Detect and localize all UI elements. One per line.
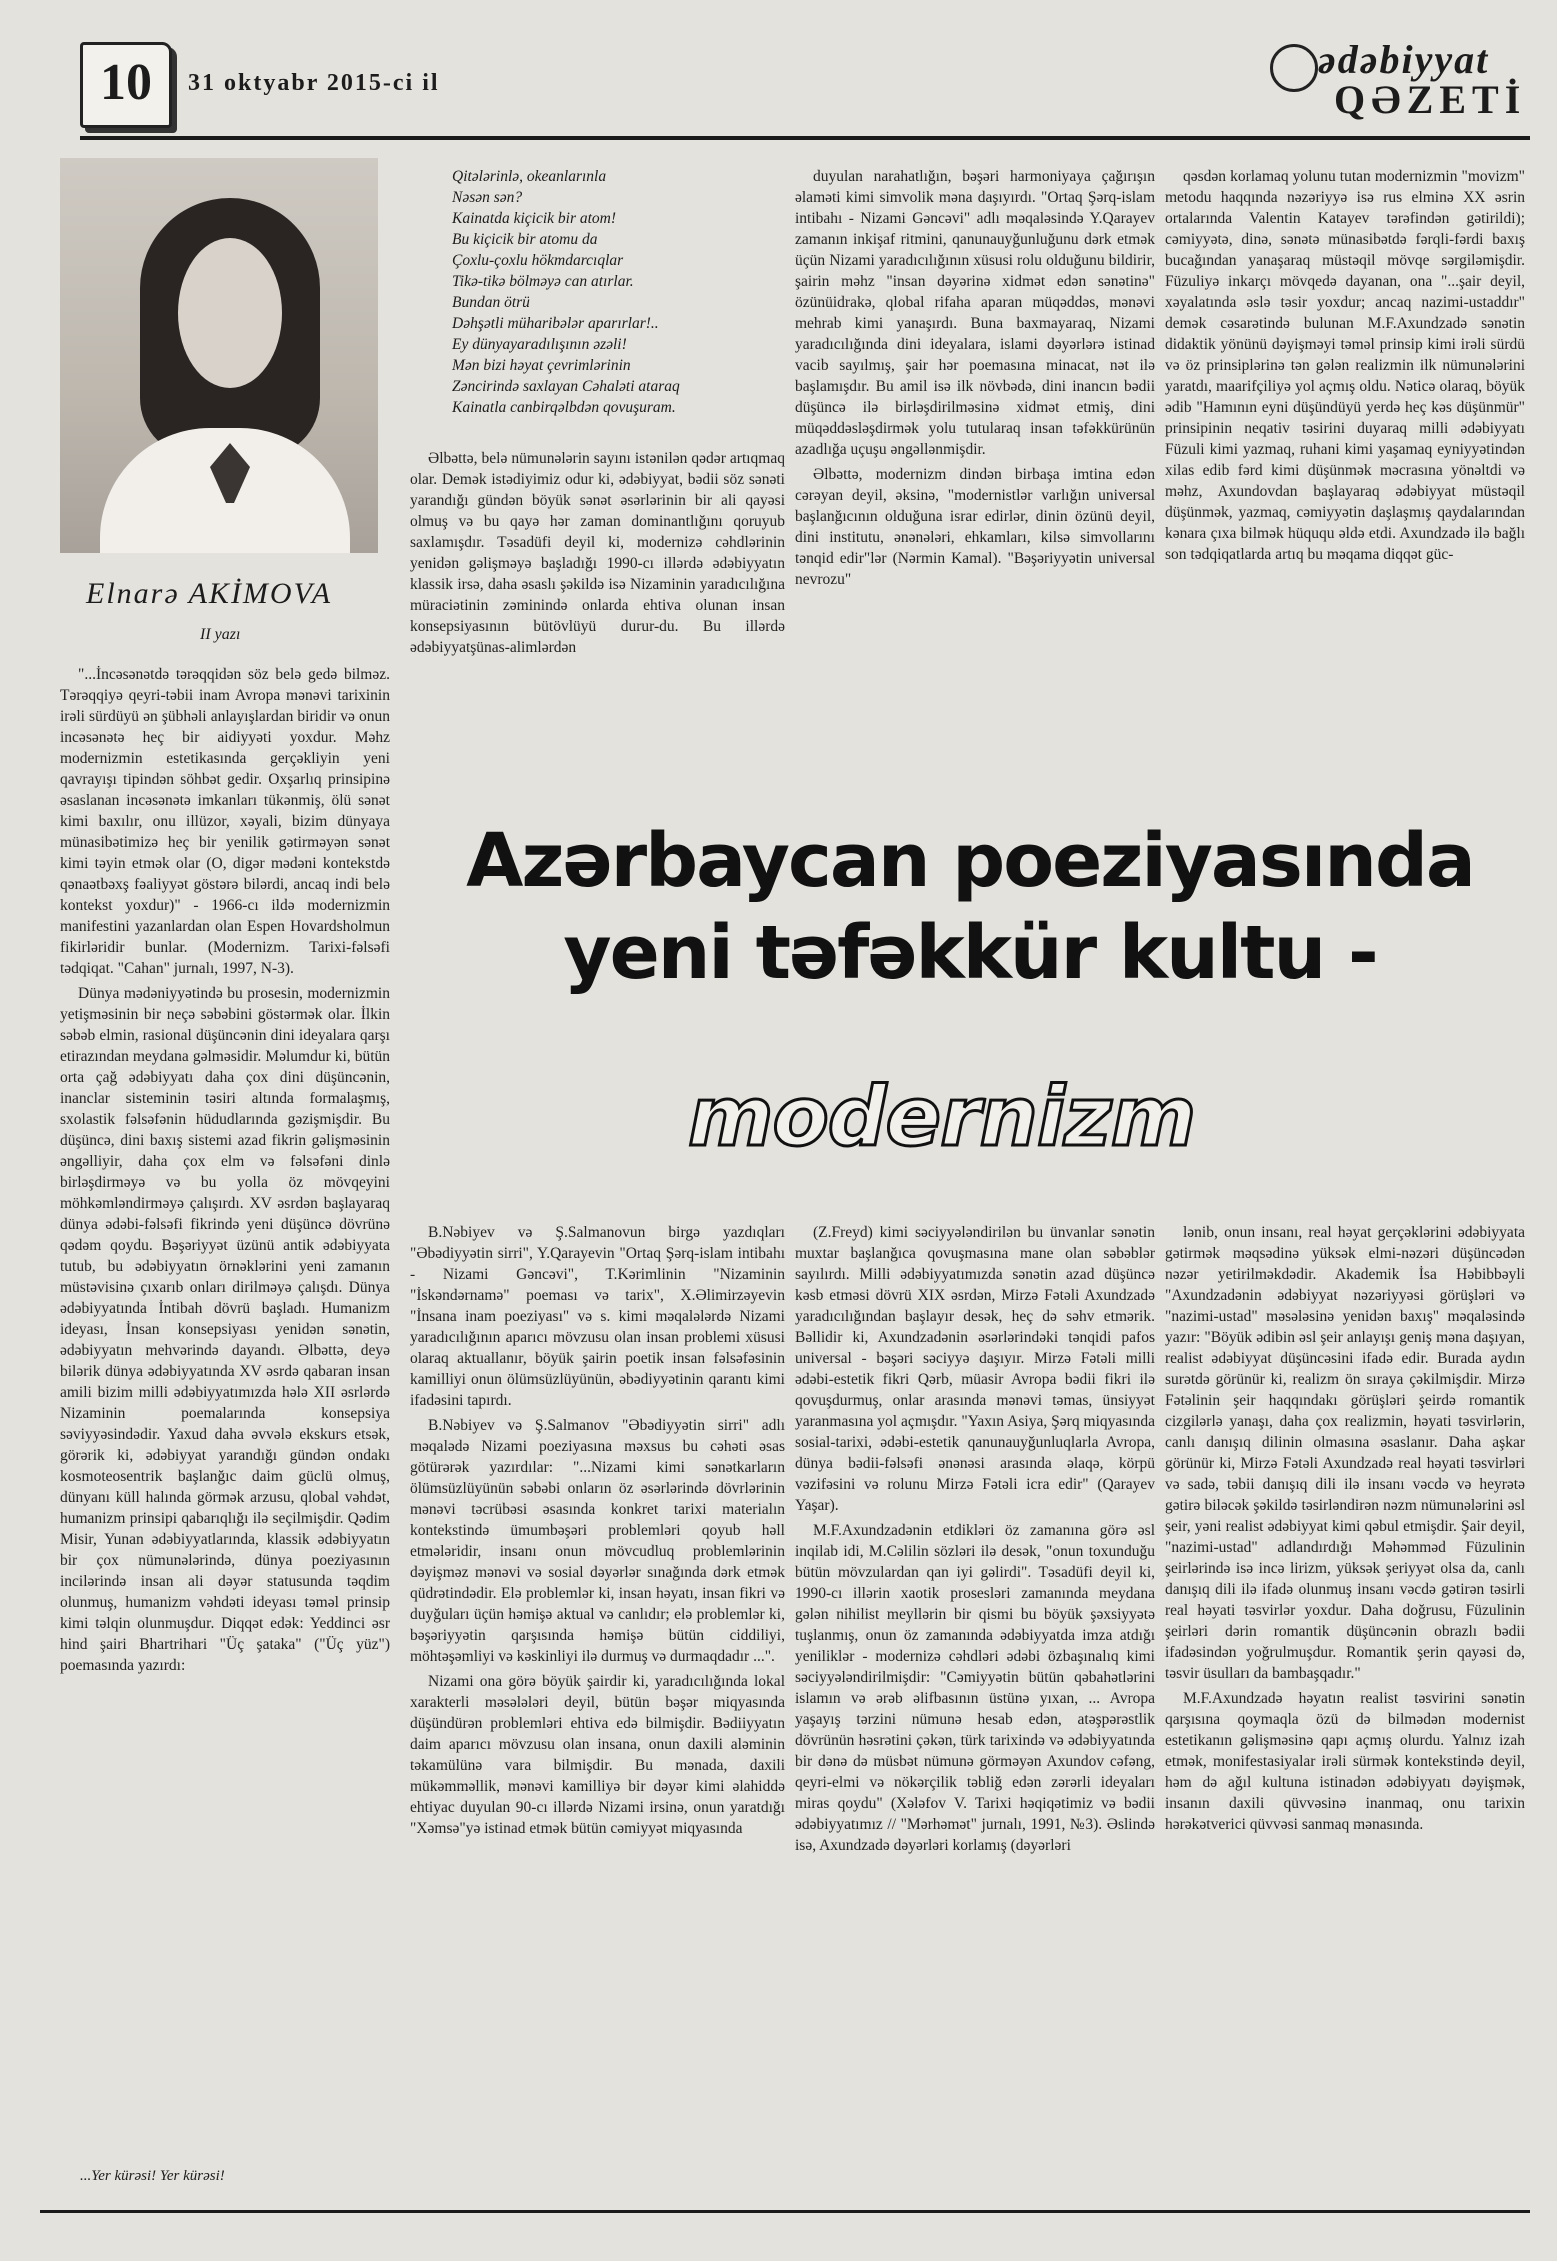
column-4-top bbox=[1165, 166, 1525, 806]
paragraph: B.Nəbiyev və Ş.Salmanov "Əbədiyyətin sirri" adlı məqalədə Nizami poeziyasına məxsus bu cəhəti əsas götürərək yazırdılar: "...Nizami kimi sənətkarların ölümsüzlüyünün səbəbi onların öz əsərlərində dövrlərinin mənəvi təcrübəsi əsasında konkret tarixi materialın kontekstində ümumbəşəri problemləri qoyub həll etmələridir, insanı onun mövcudluq problemlərinin dəyişməz mənəvi və sosial dəyərlər sınağında dərk etmək qüdrətindədir. Elə problemlər ki, insan həyatı, insan fikri və duyğuları üçün həmişə aktual və canlıdır; elə problemlər ki, bəşəriyyətin qarşısında həmişə bütün ciddiliyi, möhtəşəmliyi və kəskinliyi ilə durmuş və durmaqdadır ...". bbox=[410, 1417, 785, 1665]
paragraph: M.F.Axundzadə həyatın realist təsvirini sənətin qarşısına qoymaqla özü də bilmədən modernist estetikanın gəlişməsinə qapı açmış olurdu. Yalnız izah etmək, monifestasiyalar irəli sürmək kontekstində deyil, həm də ağıl kultuna istinadən ədəbiyyatı dəyişmək, insanın daxili qüvvəsinə inanmaq, onu tarixin hərəkətverici qüvvəsi sanmaq mənasında. bbox=[1165, 1690, 1525, 1833]
paragraph: lənib, onun insanı, real həyat gerçəklərini ədəbiyyata gətirmək məqsədinə yüksək elmi-nəzəri düşüncədən nəzər yetirilməkdədir. Akademik İsa Həbibbəyli "Axundzadənin ədəbiyyat nəzəriyyəsi görüşləri və "nazimi-ustad" məsələsinə yenidən baxış" məqaləsində yazır: "Böyük ədibin əsl şeir anlayışı geniş məna daşıyan, realist ədəbiyyat düşüncəsini ifadə edir. Burada aydın surətdə görünür ki, realizm ön sıraya çəkilmişdir. Mirzə Fətəlinin şeir haqqındakı görüşləri şeirdə romantik cizgilərlə yanaşı, daha çox realizmin, həyati təsvirlərin, canlı danışıq dilinin olmasına əsaslanır. Daha aşkar görünür ki, Mirzə Fətəli Axundzadə real həyati təsvirləri və sadə, təbii danışıq dili ilə insanı vəcdə və heyrətə gətirə biləcək şəkildə təsirləndirən nəzm nümunələrini əsl şeir, yəni realist ədəbiyyat kimi qəbul etmişdir. Şair deyil, "nazimi-ustad" adlandırdığı Məhəmməd Füzulinin şeirlərində isə incə lirizm, yüksək şeriyyət olsa da, canlı danışıq dili ilə ifadə olunmuş insanı vəcdə gətirən təsirli real həyati təsvirlər yoxdur. Daha doğrusu, Füzulinin şeirləri dərin romantik düşüncənin obrazlı bədii ifadəsindən yoğrulmuşdur. Romantik şerin qayəsi də, təsvir üsulları da bambaşqadır." bbox=[1165, 1224, 1525, 1682]
paragraph: B.Nəbiyev və Ş.Salmanovun birgə yazdıqları "Əbədiyyətin sirri", Y.Qarayevin "Ortaq Şərq-islam intibahı - Nizami Gəncəvi", T.Kərimlinin "Nizaminin "İskəndərnamə" poeması və tarix", X.Əlimirzəyevin "İnsana inam poeziyası" və s. kimi məqalələrdə Nizami yaradıcılığının aparıcı mövzusu olan insan problemi xüsusi olaraq aktuallanır, böyük şairin poetik insan fəlsəfəsinin kamilliyi onun ölümsüzlüyünün, əbədiyyətinin qarantı kimi ifadəsini tapırdı. bbox=[410, 1224, 785, 1409]
article-part: II yazı bbox=[200, 626, 241, 643]
author-photo bbox=[60, 158, 378, 553]
page-header bbox=[80, 30, 1527, 140]
masthead-bottom: QƏZETİ bbox=[1334, 77, 1527, 122]
poem-line: Çoxlu-çoxlu hökmdarcıqlar bbox=[452, 252, 624, 269]
poem-line: Ey dünyayaradılışının əzəli! bbox=[452, 336, 627, 353]
paragraph: Əlbəttə, belə nümunələrin sayını istənilən qədər artıqmaq olar. Demək istədiyimiz odur ki, ədəbiyyat, bədii söz sənəti yarandığı gündən böyük sənət əsərlərinin bir ali qayəsi olmuş və bu qayə hər zaman dominantlığını qoruyub saxlamışdır. Təsadüfi deyil ki, modernizə cəhdlərinin yenidən gəlişməyə başladığı 1990-cı illərdə ədəbiyyatın klassik irsə, daha əsaslı şəkildə isə Nizaminin yaradıcılığına müraciətinin zəminində onlarda ehtiva olunan insan konsepsiyasının bütövlüyü durur-du. Bu illərdə ədəbiyyatşünas-alimlərdən bbox=[410, 450, 785, 656]
column-2-bottom bbox=[410, 1222, 785, 2207]
poem-line: Zəncirində saxlayan Cəhaləti ataraq bbox=[452, 378, 680, 395]
poem-line: Bu kiçicik bir atomu da bbox=[452, 231, 598, 248]
poem-line: Bundan ötrü bbox=[452, 294, 530, 311]
page-number: 10 bbox=[100, 54, 152, 111]
paragraph: M.F.Axundzadənin etdikləri öz zamanına görə əsl inqilab idi, M.Cəlilin sözləri ilə desək, "onun toxunduğu bütün mövzulardan qan iyi gəlirdi". Təsadüfi deyil ki, 1990-cı illərin xaotik prosesləri zamanında meydana gələn nihilist meyllərin bir qismi bu böyük şəxsiyyətə tuşlanmış, onun öz zamanında ədəbiyyatda imza atdığı yeniliklər - modernizə cəhdləri ədəbi özbaşınalıq kimi səciyyələndirilmişdir: "Cəmiyyətin bütün qəbahətlərini islamın və ərəb əlifbasının üstünə yıxan, ... Avropa yaşayış tərzini nümunə hesab edən, atəşpərəstlik dövrünün həsrətini çəkən, türk tarixində və ədəbiyyatında bir dənə də müsbət nümunə görməyən Axundov cəfəng, qeyri-elmi və nökərçilik təbliğ edən zərərli ideyaları miras qoydu" (Xələfov V. Tarixi həqiqətimiz və bədii ədəbiyyatımız // "Mərhəmət" jurnalı, 1991, №3). Əslində isə, Axundzadə dəyərləri korlamış (dəyərləri bbox=[795, 1522, 1155, 1854]
headline-line-3: modernizm bbox=[688, 1070, 1196, 1165]
emblem-icon bbox=[1270, 44, 1318, 92]
paragraph: Nizami ona görə böyük şairdir ki, yaradıcılığında lokal xarakterli məsələləri deyil, bütün bəşər miqyasında düşündürən problemləri ehtiva edə bilmişdir. Bədiiyyatın daim aparıcı mövzusu olan insana, onun daxili aləminin təkamülünə vara bilmişdir. Bu mənada, daxili mükəmməllik, mənəvi kamilliyə bir dəyər kimi əlahiddə ehtiyac duyulan 90-cı illərdə Nizami irsinə, onun yaratdığı "Xəmsə"yə istinad etmək bütün cəmiyyət miqyasında bbox=[410, 1673, 785, 1837]
footer-divider bbox=[40, 2210, 1530, 2213]
column-3-top bbox=[795, 166, 1155, 806]
page-number-book-icon bbox=[80, 42, 172, 128]
column-4-bottom bbox=[1165, 1222, 1525, 2207]
paragraph: Əlbəttə, modernizm dindən birbaşa imtina edən cərəyan deyil, əksinə, "modernistlər varlığın universal başlanğıcının olduğuna israr edirlər, dinin özünü deyil, dini institutu, ənənələri, ehkamları, kilsə simvollarını tənqid edir"lər (Nərmin Kamal). "Bəşəriyyətin universal nevrozu" bbox=[795, 466, 1155, 588]
poem-line: Qitələrinlə, okeanlarınla bbox=[452, 168, 607, 185]
poem-line: Tikə-tikə bölməyə can atırlar. bbox=[452, 273, 634, 290]
masthead-top: ədəbiyyat bbox=[1318, 37, 1490, 82]
header-divider bbox=[80, 136, 1530, 140]
poem-line: Kainatla canbirqəlbdən qovuşuram. bbox=[452, 399, 676, 416]
poem-line: Nəsən sən? bbox=[452, 189, 523, 206]
column-1 bbox=[60, 664, 390, 2139]
paragraph: "...İncəsənətdə tərəqqidən söz belə gedə bilməz. Tərəqqiyə qeyri-təbii inam Avropa mənəvi tarixinin irəli sürdüyü ən şübhəli anlayışlardan biridir və onun incəsənətə heç bir aidiyyəti yoxdur. Məhz modernizmin estetikasında gerçəkliyin yeni qavrayışı tipindən söhbət gedir. Oxşarlıq prinsipinə əsaslanan incəsənətə imkanları tükənmiş, ölü sənət kimi baxılır, onu illüzor, xəyali, bizim dünyaya münasibətimizə heç bir yenilik gətirməyən sənət kimi təyin etmək olar (O, digər mədəni kontekstdə qənaətbəxş fəaliyyət göstərə bilərdi, ancaq indi belə kontekst yoxdur)" - 1966-cı ildə modernizmin manifestini yazanlardan olan Espen Hovardsholmun fikirləridir bunlar. (Modernizm. Tarixi-fəlsəfi tədqiqat. "Cahan" jurnalı, 1997, N-3). bbox=[60, 666, 390, 977]
issue-date: 31 oktyabr 2015-ci il bbox=[188, 70, 440, 96]
article-headline bbox=[410, 815, 1530, 999]
author-name: Elnarə AKİMOVA bbox=[86, 577, 333, 610]
masthead-logo bbox=[1270, 30, 1527, 130]
poem-closing-line: ...Yer kürəsi! Yer kürəsi! bbox=[80, 2168, 225, 2184]
column-2-top bbox=[410, 448, 785, 808]
paragraph: (Z.Freyd) kimi səciyyələndirilən bu ünvanlar sənətin muxtar başlanğıca qovuşmasına mane olan səbəblər sayılırdı. Milli ədəbiyyatımızda sənətin azad düşüncə kəsb etməsi dövrü XIX əsrdən, Mirzə Fətəli Axundzadə yaradıcılığından başlayır desək, heç də səhv etmərik. Bəllidir ki, Axundzadənin əsərlərindəki tənqidi pafos universal - bəşəri səciyyə daşıyır. Mirzə Fətəli milli ədəbi-estetik fikri Qərb, müasir Avropa bədii fikri ilə qovuşdurmuş, onlar arasında mənəvi təmas, ünsiyyət yaranmasına yol açmışdır. "Yaxın Asiya, Şərq miqyasında sosial-tarixi, ədəbi-estetik qanunauyğunluqlarla Avropa, dünya bədii-fəlsəfi ənənəsi arasında əlaqə, körpü vəzifəsini və rolunu Mirzə Fətəli icra edir" (Qarayev Yaşar). bbox=[795, 1224, 1155, 1514]
paragraph: duyulan narahatlığın, bəşəri harmoniyaya çağırışın əlaməti kimi simvolik məna daşıyırdı. "Ortaq Şərq-islam intibahı - Nizami Gəncəvi" adlı məqaləsində Y.Qarayev zamanın inkişaf ritmini, qanunauyğunluğunu dərk etmək üçün Nizami yaradıcılığının xüsusi rolu olduğunu bildirir, şairin məhz "insan dəyərinə xidmət edən sənətinə" özünüidrakə, qlobal rifaha aparan müqəddəs, mənəvi mehrab kimi yanaşırdı. Buna baxmayaraq, Nizami yaradıcılığında dini ideyalara, islami dəyərlərə istinad vacib sayılmış, şair hər poemasına minacat, nət ilə başlamışdır. Bu amil isə ilk növbədə, dini inancın bədii düşüncə ilə birləşdirilməsinə xidmət etmiş, dini müqəddəsləşdirmək yolu tutularaq insan təfəkkürünün azadlığa uçuşu əngəllənmişdir. bbox=[795, 168, 1155, 458]
headline-line-1: Azərbaycan poeziyasında bbox=[466, 818, 1474, 904]
paragraph: qəsdən korlamaq yolunu tutan modernizmin "movizm" metodu haqqında nəzəriyyə isə rus elminə XX əsrin ortalarında Valentin Katayev tərəfindən gətirildi); cəmiyyətə, dinə, sənətə münasibətdə fərqli-fərdi baxış bucağından yanaşaraq müstəqil mövqe sərgiləmişdir. Füzuliyə inkarçı mövqedə dayanan, ona "...şair deyil, xəyalatında əslə təsir yoxdur; ancaq nazimi-ustaddır" demək cəsarətində bulunan M.F.Axundzadə sənətin didaktik yönünü dəyişməyi təməl prinsip kimi irəli sürdü və öz prinsiplərinə tən gələn realizmin ilk nümunələrini yaratdı, maarifçiliyə yol açmış oldu. Nəticə olaraq, böyük ədib "Hamının eyni düşündüyü yerdə heç kəs düşünmür" prinsipinin neqativ təsirini duyaraq milli ədəbiyyatı Füzuli kimi yazmaq, ruhani kimi yaşamaq eyniyyətindən xilas edib fərd kimi düşünmək məcrasına yönəltdi və məhz, Axundovdan başlayaraq ədəbiyyat müstəqil düşünmək, yazmaq, cəmiyyətin daşlaşmış qaydalarından kənara çıxa bilmək hüququ əldə etdi. Axundzadə ilə bağlı son tədqiqatlarda artıq bu məqama diqqət güc- bbox=[1165, 168, 1525, 563]
column-3-bottom bbox=[795, 1222, 1155, 2207]
headline-line-2: yeni təfəkkür kultu - bbox=[563, 910, 1377, 996]
poem-line: Dəhşətli müharibələr aparırlar!.. bbox=[452, 315, 659, 332]
poem-line: Mən bizi həyat çevrimlərinin bbox=[452, 357, 631, 374]
poem-line: Kainatda kiçicik bir atom! bbox=[452, 210, 617, 227]
paragraph: Dünya mədəniyyətində bu prosesin, modernizmin yetişməsinin bir neçə səbəbini göstərmək olar. İlkin səbəb elmin, rasional düşüncənin dini ideyalara qarşı etirazından meydana gəlməsidir. Məlumdur ki, bütün orta çağ ədəbiyyatı daha çox dini düşüncənin, inanclar sisteminin təsiri altında formalaşmış, sxolastik fəlsəfənin hüdudlarında gəzişmişdir. Bu düşüncə, dini baxış sistemi azad fikrin gəlişməsinin əngəlliyir, daha çox elm və fəlsəfəni dinlə birləşdirməyə və bu yolla öz mövqeyini möhkəmləndirməyə çalışırdı. XV əsrdən başlayaraq dünya ədəbi-fəlsəfi fikrində yeni düşüncə dövrünə qədəm qoydu. Bəşəriyyət üzünü antik ədəbiyyata tutub, bu ədəbiyyatın örnəklərini yeni zamanın müstəvisinə çıxarıb onları dirilməyə çalışdı. Dünya ədəbiyyatında İntibah dövrü başladı. Humanizm ideyası, İnsan konsepsiyası yenidən sənətin, ədəbiyyatın mehvərində dayandı. Əlbəttə, deyə bilərik dünya ədəbiyyatında XV əsrdə qabaran insan amili bizim milli ədəbiyyatımızda hələ XII əsrlərdə Nizaminin poemalarında konsepsiya səviyyəsindədir. Yaxud daha əvvələ ekskurs etsək, görərik ki, ədəbiyyat yarandığı gündən ondakı kosmoteosentrik başlanğıc daim güclü olmuş, dünyanı küll halında görmək arzusu, qlobal vəhdət, humanizm prinsipi qabarıqlığı ilə seçilmişdir. Qədim Misir, Yunan ədəbiyyatlarında, klassik ədəbiyyatın bir çox nümunələrində, dünya poeziyasının incilərində insan ali dəyər statusunda təqdim olunmuş, humanizm vəhdəti ideyası təməl prinsip kimi təlqin olunmuşdur. Diqqət edək: Yeddinci əsr hind şairi Bhartrihari "Üç şataka" ("Üç yüz") poemasında yazırdı: bbox=[60, 985, 390, 1674]
poem-excerpt bbox=[452, 166, 792, 418]
